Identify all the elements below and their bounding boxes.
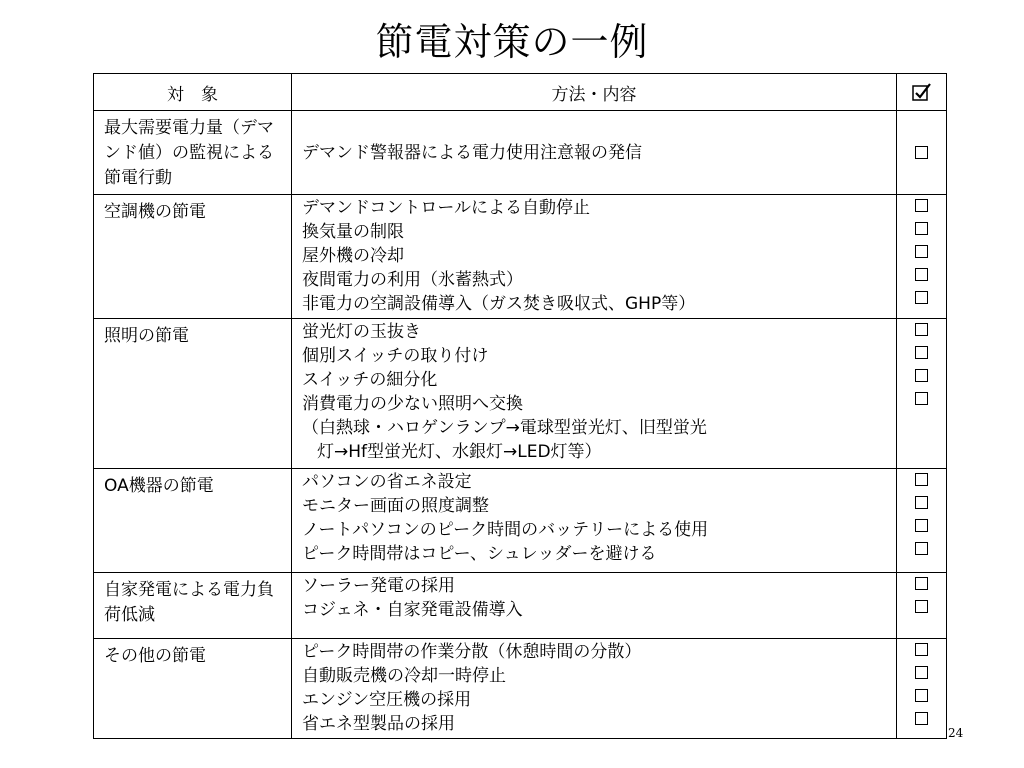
checkbox[interactable] — [915, 346, 928, 359]
method-item: 蛍光灯の玉抜き — [302, 322, 421, 342]
checked-box-icon — [912, 83, 932, 101]
checkbox[interactable] — [915, 643, 928, 656]
method-item: 自動販売機の冷却一時停止 — [302, 666, 506, 686]
method-item: エンジン空圧機の採用 — [302, 690, 472, 710]
method-item: コジェネ・自家発電設備導入 — [302, 600, 523, 620]
table-row — [94, 573, 947, 639]
table-row — [94, 469, 947, 573]
checkbox[interactable] — [915, 291, 928, 304]
header-check — [897, 74, 947, 111]
table-row — [94, 195, 947, 319]
header-target: 対 象 — [94, 74, 292, 111]
method-item: モニター画面の照度調整 — [302, 496, 489, 516]
method-item: 非電力の空調設備導入（ガス焚き吸収式、GHP等） — [302, 294, 696, 314]
target-cell: 照明の節電 — [94, 319, 292, 469]
method-item: 省エネ型製品の採用 — [302, 714, 455, 734]
method-cell — [292, 111, 897, 195]
check-cell — [897, 469, 947, 573]
checkbox[interactable] — [915, 712, 928, 725]
checkbox[interactable] — [915, 689, 928, 702]
method-cell — [292, 469, 897, 573]
target-cell: 空調機の節電 — [94, 195, 292, 319]
checkbox[interactable] — [915, 323, 928, 336]
method-item: デマンド警報器による電力使用注意報の発信 — [302, 143, 642, 163]
checkbox[interactable] — [915, 519, 928, 532]
method-item: ノートパソコンのピーク時間のバッテリーによる使用 — [302, 520, 709, 540]
target-cell: 最大需要電力量（デマンド値）の監視による節電行動 — [94, 111, 292, 195]
checkbox[interactable] — [915, 222, 928, 235]
method-item: ピーク時間帯の作業分散（休憩時間の分散） — [302, 642, 642, 662]
checkbox[interactable] — [915, 600, 928, 613]
table-header-row — [94, 74, 947, 111]
checkbox[interactable] — [915, 392, 928, 405]
checkbox[interactable] — [915, 473, 928, 486]
method-cell — [292, 639, 897, 739]
method-cell — [292, 573, 897, 639]
check-cell — [897, 639, 947, 739]
method-item: スイッチの細分化 — [302, 370, 438, 390]
method-item-note: （白熱球・ハロゲンランプ→電球型蛍光灯、旧型蛍光 — [302, 418, 707, 438]
check-cell — [897, 319, 947, 469]
checkbox[interactable] — [915, 496, 928, 509]
table-row — [94, 319, 947, 469]
method-item: ソーラー発電の採用 — [302, 576, 455, 596]
checkbox[interactable] — [915, 268, 928, 281]
method-cell — [292, 319, 897, 469]
method-item: 換気量の制限 — [302, 222, 404, 242]
method-item: ピーク時間帯はコピー、シュレッダーを避ける — [302, 544, 657, 564]
check-cell — [897, 111, 947, 195]
method-cell — [292, 195, 897, 319]
method-item: 屋外機の冷却 — [302, 246, 404, 266]
checkbox[interactable] — [915, 199, 928, 212]
target-cell: OA機器の節電 — [94, 469, 292, 573]
target-cell: 自家発電による電力負荷低減 — [94, 573, 292, 639]
checkbox[interactable] — [915, 542, 928, 555]
table-row — [94, 111, 947, 195]
energy-saving-checklist-table — [93, 73, 947, 739]
method-item-note: 灯→Hf型蛍光灯、水銀灯→LED灯等） — [317, 442, 602, 462]
method-item: 夜間電力の利用（氷蓄熱式） — [302, 270, 523, 290]
checkbox[interactable] — [915, 369, 928, 382]
slide-title: 節電対策の一例 — [375, 20, 649, 64]
target-cell: その他の節電 — [94, 639, 292, 739]
header-method: 方法・内容 — [292, 74, 897, 111]
checkbox[interactable] — [915, 666, 928, 679]
checkbox[interactable] — [915, 146, 928, 159]
check-cell — [897, 573, 947, 639]
table-row — [94, 639, 947, 739]
page-number: 24 — [948, 726, 964, 740]
check-cell — [897, 195, 947, 319]
method-item: パソコンの省エネ設定 — [302, 472, 472, 492]
checkbox[interactable] — [915, 577, 928, 590]
method-item: 消費電力の少ない照明へ交換 — [302, 394, 523, 414]
checkbox[interactable] — [915, 245, 928, 258]
method-item: 個別スイッチの取り付け — [302, 346, 489, 366]
method-item: デマンドコントロールによる自動停止 — [302, 198, 590, 218]
